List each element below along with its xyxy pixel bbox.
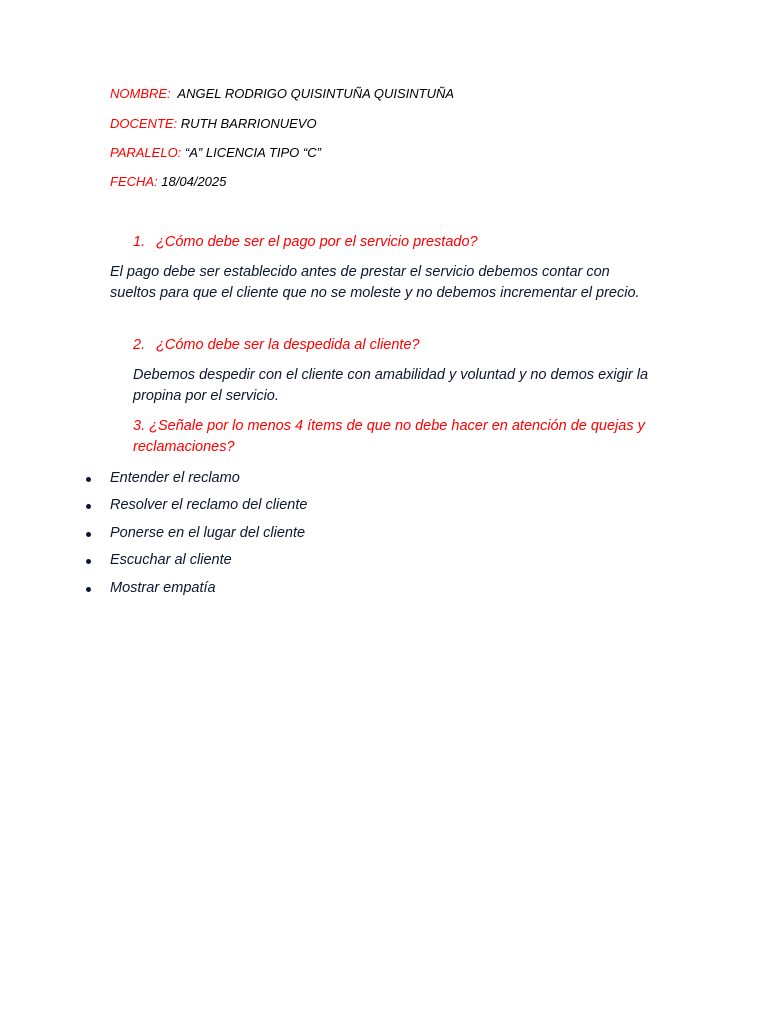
bullet-dot-icon (86, 559, 91, 564)
bullet-dot-icon (86, 477, 91, 482)
question-3 (133, 416, 668, 458)
list-item-text: Ponerse en el lugar del cliente (110, 524, 306, 541)
paralelo-label: PARALELO: (110, 145, 182, 160)
header-paralelo (110, 145, 321, 161)
question-3-number: 3. (133, 418, 146, 434)
list-item (82, 550, 307, 577)
list-item (82, 578, 307, 605)
fecha-value: 18/04/2025 (161, 174, 227, 189)
list-item-text: Mostrar empatía (110, 579, 216, 596)
question-1-number: 1. (133, 234, 146, 250)
nombre-label: NOMBRE: (110, 86, 171, 101)
nombre-value: ANGEL RODRIGO QUISINTUÑA QUISINTUÑA (177, 86, 455, 101)
docente-label: DOCENTE: (110, 116, 178, 131)
header-nombre (110, 86, 454, 102)
header-fecha (110, 174, 226, 190)
question-1 (133, 232, 673, 253)
list-item (82, 468, 307, 495)
question-2 (133, 335, 673, 356)
bullet-dot-icon (86, 504, 91, 509)
list-item-text: Entender el reclamo (110, 470, 240, 486)
paralelo-value: “A” LICENCIA TIPO “C” (184, 145, 321, 160)
bullet-dot-icon (86, 587, 91, 592)
header-docente (110, 116, 317, 132)
bullet-list (82, 468, 307, 605)
answer-2: Debemos despedir con el cliente con amabilidad y voluntad y no demos exigir la propina por el servicio. (133, 367, 649, 404)
answer-1: El pago debe ser establecido antes de prestar el servicio debemos contar con sueltos para que el cliente que no se moleste y no debemos incrementar el precio. (110, 264, 640, 301)
list-item-text: Escuchar al cliente (110, 552, 232, 569)
question-2-number: 2. (133, 337, 146, 353)
fecha-label: FECHA: (110, 174, 158, 189)
list-item (82, 495, 307, 522)
question-1-text: ¿Cómo debe ser el pago por el servicio prestado? (156, 234, 478, 250)
list-item (82, 523, 307, 550)
docente-value: RUTH BARRIONUEVO (180, 116, 317, 131)
question-2-text: ¿Cómo debe ser la despedida al cliente? (156, 337, 420, 353)
list-item-text: Resolver el reclamo del cliente (110, 497, 308, 514)
bullet-dot-icon (86, 532, 91, 537)
question-3-text: ¿Señale por lo menos 4 ítems de que no debe hacer en atención de quejas y reclamaciones? (133, 418, 645, 455)
